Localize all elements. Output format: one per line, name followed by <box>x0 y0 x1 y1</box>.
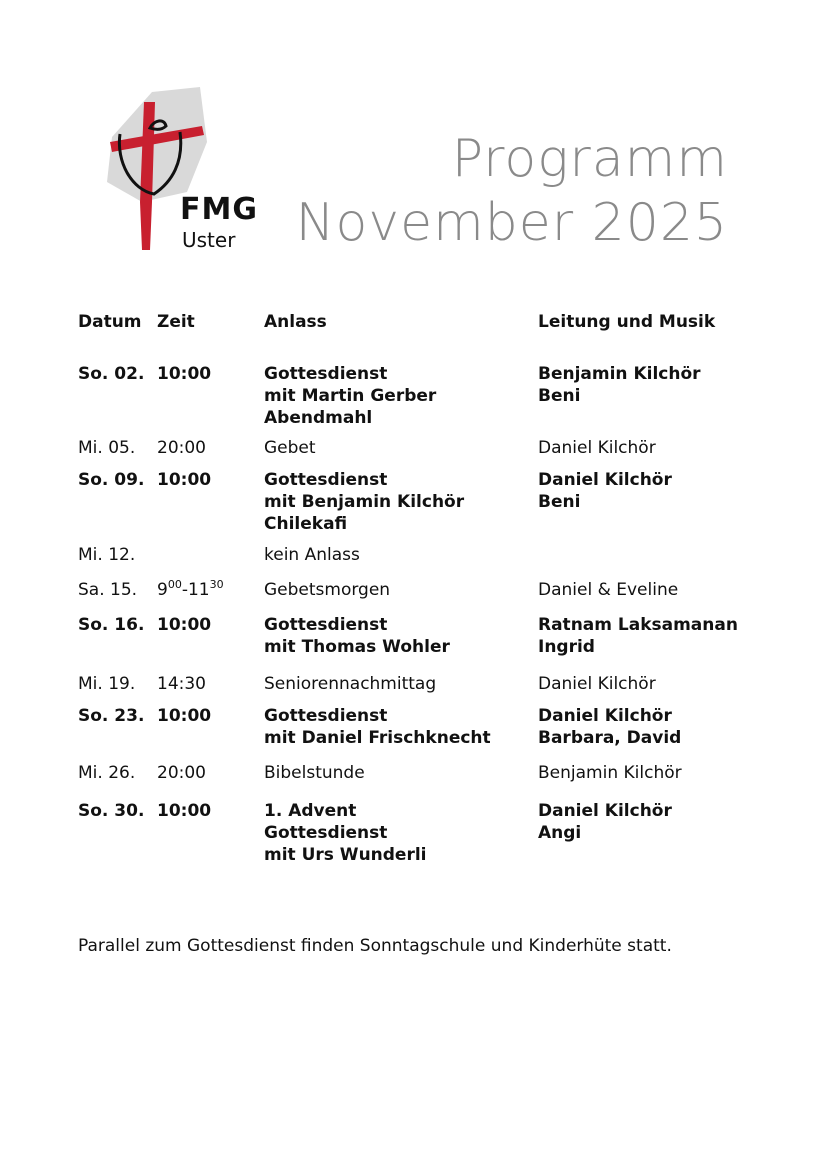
row-lead <box>538 437 656 459</box>
row-lead <box>538 673 656 695</box>
logo-text-uster: Uster <box>182 228 236 252</box>
row-time: 10:00 <box>157 364 212 384</box>
row-date: Mi. 19. <box>78 674 136 694</box>
event-line: Gebet <box>264 438 316 458</box>
header-lead: Leitung und Musik <box>538 312 716 332</box>
row-time: 20:00 <box>157 763 206 783</box>
lead-line: Beni <box>538 492 581 512</box>
lead-line: Daniel Kilchör <box>538 438 656 458</box>
lead-line: Angi <box>538 823 582 843</box>
row-event <box>264 579 390 601</box>
time-start-sup: 00 <box>167 578 182 591</box>
row-event <box>264 544 360 566</box>
row-time: 10:00 <box>157 470 212 490</box>
logo-text-fmg: FMG <box>180 192 258 227</box>
row-time: 10:00 <box>157 801 212 821</box>
row-event <box>264 469 464 535</box>
event-line: Gottesdienst <box>264 823 388 843</box>
row-lead <box>538 762 682 784</box>
event-line: 1. Advent <box>264 801 357 821</box>
row-date: Mi. 12. <box>78 545 136 565</box>
title-line-1: Programm <box>451 129 728 189</box>
row-lead <box>538 800 672 844</box>
event-line: mit Thomas Wohler <box>264 637 450 657</box>
row-time: 10:00 <box>157 615 212 635</box>
lead-line: Barbara, David <box>538 728 682 748</box>
row-time: 14:30 <box>157 674 206 694</box>
footer-note: Parallel zum Gottesdienst finden Sonntagschule und Kinderhüte statt. <box>78 936 672 956</box>
header-event: Anlass <box>264 312 327 332</box>
lead-line: Beni <box>538 386 581 406</box>
event-line: Gebetsmorgen <box>264 580 391 600</box>
lead-line: Daniel Kilchör <box>538 801 672 821</box>
event-line: Gottesdienst <box>264 706 388 726</box>
event-line: Seniorennachmittag <box>264 674 437 694</box>
event-line: Bibelstunde <box>264 763 365 783</box>
header-date: Datum <box>78 312 142 332</box>
row-date: Mi. 05. <box>78 438 136 458</box>
row-event <box>264 614 450 658</box>
header-time: Zeit <box>157 312 195 332</box>
lead-line: Daniel Kilchör <box>538 706 672 726</box>
event-line: mit Urs Wunderli <box>264 845 427 865</box>
lead-line: Benjamin Kilchör <box>538 364 701 384</box>
lead-line: Daniel Kilchör <box>538 470 672 490</box>
lead-line: Daniel Kilchör <box>538 674 656 694</box>
row-date: So. 16. <box>78 615 145 635</box>
event-line: Chilekafi <box>264 514 348 534</box>
row-event <box>264 762 365 784</box>
title-line-2: November 2025 <box>295 193 728 253</box>
row-lead <box>538 363 701 407</box>
event-line: mit Benjamin Kilchör <box>264 492 465 512</box>
row-event <box>264 800 427 866</box>
row-event <box>264 705 491 749</box>
row-time: 20:00 <box>157 438 206 458</box>
row-date: Sa. 15. <box>78 580 138 600</box>
row-time: 10:00 <box>157 706 212 726</box>
time-end-sup: 30 <box>209 578 224 591</box>
event-line: Gottesdienst <box>264 470 388 490</box>
event-line: mit Martin Gerber <box>264 386 437 406</box>
lead-line: Ingrid <box>538 637 595 657</box>
row-lead <box>538 614 738 658</box>
lead-line: Ratnam Laksamanan <box>538 615 738 635</box>
row-lead <box>538 705 681 749</box>
row-time <box>157 579 224 601</box>
event-line: mit Daniel Frischknecht <box>264 728 491 748</box>
row-event <box>264 437 316 459</box>
row-event <box>264 363 436 429</box>
row-lead <box>538 579 678 601</box>
event-line: Gottesdienst <box>264 615 388 635</box>
event-line: Abendmahl <box>264 408 373 428</box>
row-date: So. 23. <box>78 706 145 726</box>
row-event <box>264 673 436 695</box>
event-line: Gottesdienst <box>264 364 388 384</box>
row-lead <box>538 469 672 513</box>
time-sep: -11 <box>181 580 210 600</box>
event-line: kein Anlass <box>264 545 360 565</box>
row-date: Mi. 26. <box>78 763 136 783</box>
time-start: 9 <box>157 580 168 600</box>
row-date: So. 30. <box>78 801 145 821</box>
lead-line: Benjamin Kilchör <box>538 763 682 783</box>
church-logo <box>92 82 258 257</box>
lead-line: Daniel & Eveline <box>538 580 679 600</box>
row-date: So. 09. <box>78 470 145 490</box>
row-date: So. 02. <box>78 364 145 384</box>
